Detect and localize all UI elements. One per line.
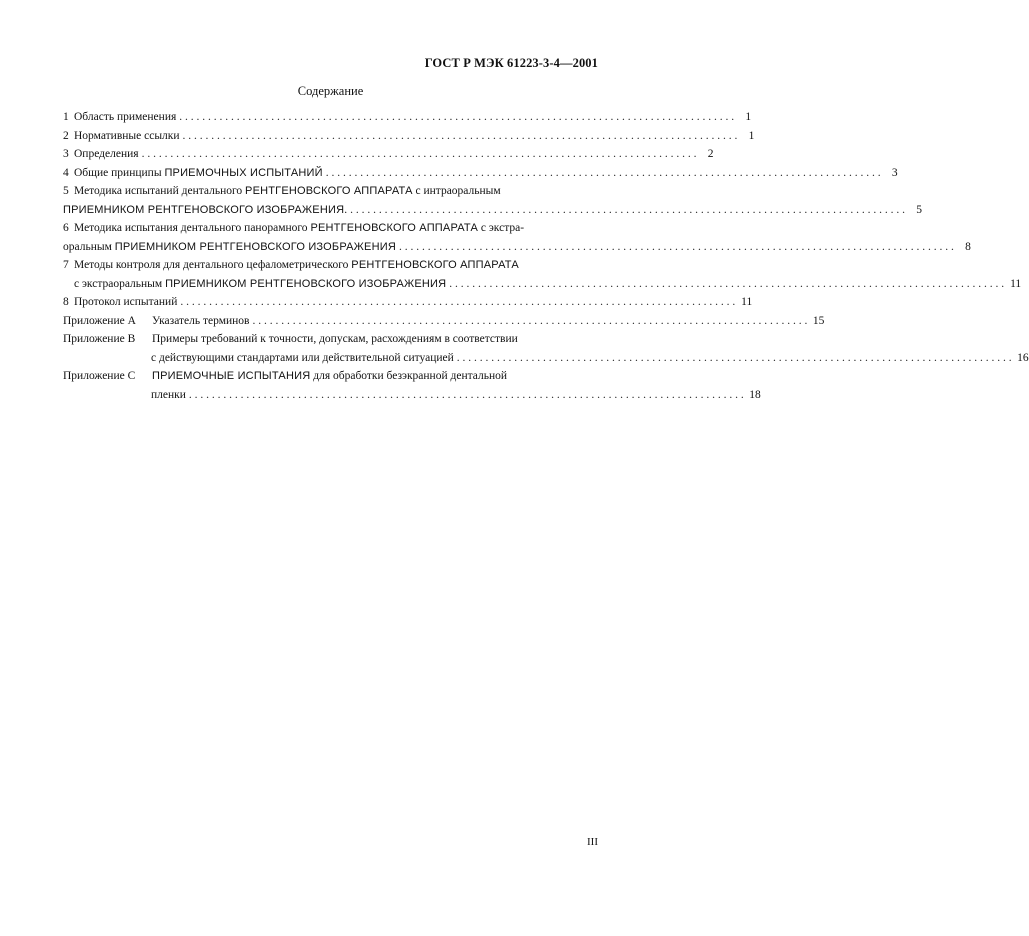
toc-entry-title-term: ПРИЕМОЧНЫХ ИСПЫТАНИЙ — [164, 166, 323, 179]
dot-leader — [179, 108, 734, 127]
appendix-label: Приложение В — [63, 333, 136, 345]
toc-entry-number: 2 — [63, 129, 69, 142]
toc-entry-page: 16 — [1017, 351, 1029, 364]
toc-appendix-c[interactable] — [63, 367, 761, 404]
toc-entry-page: 3 — [891, 166, 898, 179]
toc-entry-title: Нормативные ссылки — [74, 129, 180, 142]
toc-entry-title-text: Методика испытания дентального панорамного — [74, 222, 311, 234]
toc-entry-line — [63, 386, 761, 405]
toc-entry-title-term: ПРИЕМНИКОМ РЕНТГЕНОВСКОГО ИЗОБРАЖЕНИЯ — [165, 277, 447, 290]
toc-entry-page: 5 — [916, 203, 922, 216]
toc-entry-title-text: Общие принципы — [74, 166, 165, 179]
appendix-label: Приложение А — [63, 314, 136, 327]
toc-entry-title-continued: с действующими стандартами или действительной ситуацией — [151, 351, 454, 364]
toc-entry-title: Указатель терминов — [152, 314, 250, 327]
toc-entry-line — [63, 219, 598, 238]
toc-entry-title-text: с интраоральным — [412, 185, 501, 197]
toc-entry-title-term: ПРИЕМОЧНЫЕ ИСПЫТАНИЯ — [152, 370, 311, 382]
contents-title: Содержание — [297, 84, 364, 98]
toc-entry-number: 1 — [63, 111, 69, 123]
toc-entry-line — [63, 275, 1022, 294]
toc-entry-title-text: Методика испытаний дентального — [74, 185, 246, 197]
toc-entry-line — [63, 201, 922, 220]
toc-entry-number: 4 — [63, 166, 69, 179]
toc-entry-title: Определения — [74, 148, 139, 160]
toc-entry-page: 15 — [812, 314, 825, 327]
toc-entry-line — [63, 349, 1029, 368]
toc-entry-page: 8 — [965, 240, 971, 253]
dot-leader — [189, 386, 744, 405]
toc-entry-2[interactable] — [63, 127, 755, 146]
toc-entry-number: 5 — [63, 185, 69, 197]
toc-entry-number: 7 — [63, 259, 69, 271]
toc-entry-number: 8 — [63, 296, 69, 308]
toc-appendix-a[interactable] — [63, 312, 825, 331]
toc-entry-title-continued — [63, 238, 396, 257]
toc-entry-title: Область применения — [74, 111, 177, 123]
toc-entry-title: Протокол испытаний — [74, 296, 178, 308]
toc-entry-7[interactable] — [63, 256, 1022, 293]
toc-entry-title — [74, 256, 519, 275]
toc-entry-title-text: . — [344, 203, 348, 216]
toc-entry-title-text: оральным — [63, 240, 115, 253]
dot-leader — [142, 145, 697, 164]
toc-entry-title: Примеры требований к точности, допускам, расхождениям в соответствии — [152, 333, 518, 345]
toc-entry-title-continued: пленки — [151, 388, 186, 401]
toc-entry-title-term: РЕНТГЕНОВСКОГО АППАРАТА — [245, 185, 413, 197]
toc-entry-line — [63, 238, 971, 257]
toc-entry-line — [63, 330, 598, 349]
dot-leader — [252, 312, 807, 331]
toc-entry-8[interactable] — [63, 293, 753, 312]
toc-entry-line — [63, 182, 598, 201]
dot-leader — [350, 201, 905, 220]
toc-entry-4[interactable] — [63, 164, 898, 183]
toc-entry-title — [74, 182, 501, 201]
toc-entry-page: 1 — [745, 111, 752, 123]
toc-entry-5[interactable] — [63, 182, 922, 219]
toc-entry-number: 6 — [63, 222, 69, 234]
page-number: III — [587, 836, 598, 848]
dot-leader — [399, 238, 954, 257]
dot-leader — [457, 349, 1012, 368]
toc-entry-1[interactable] — [63, 108, 752, 127]
toc-entry-page: 1 — [748, 129, 755, 142]
toc-entry-title-continued — [63, 201, 347, 220]
dot-leader — [326, 164, 881, 183]
toc-entry-number: 3 — [63, 148, 69, 160]
toc-entry-page: 18 — [749, 388, 761, 401]
toc-entry-3[interactable] — [63, 145, 714, 164]
toc-entry-title-term: ПРИЕМНИКОМ РЕНТГЕНОВСКОГО ИЗОБРАЖЕНИЯ — [63, 203, 345, 216]
toc-entry-title — [152, 367, 507, 386]
dot-leader — [183, 127, 738, 146]
toc-entry-title-text: для обработки безэкранной дентальной — [310, 370, 508, 382]
toc-entry-title — [74, 219, 524, 238]
toc-entry-title-term: ПРИЕМНИКОМ РЕНТГЕНОВСКОГО ИЗОБРАЖЕНИЯ — [114, 240, 396, 253]
toc-entry-line — [63, 256, 598, 275]
toc-entry-title-text: с экстраоральным — [74, 277, 166, 290]
appendix-label: Приложение С — [63, 370, 136, 382]
toc-entry-title-text: с экстра- — [478, 222, 525, 234]
table-of-contents — [63, 108, 1029, 404]
toc-entry-title-term: РЕНТГЕНОВСКОГО АППАРАТА — [351, 259, 519, 271]
dot-leader — [180, 293, 735, 312]
toc-entry-page: 11 — [741, 296, 753, 308]
toc-entry-page: 2 — [707, 148, 714, 160]
standard-designation: ГОСТ Р МЭК 61223-3-4—2001 — [424, 56, 598, 70]
toc-entry-title — [74, 164, 323, 183]
toc-entry-title-text: Методы контроля для дентального цефалометрического — [74, 259, 352, 271]
toc-entry-title-term: РЕНТГЕНОВСКОГО АППАРАТА — [310, 222, 479, 234]
toc-entry-6[interactable] — [63, 219, 971, 256]
toc-entry-line — [63, 367, 598, 386]
dot-leader — [449, 275, 1004, 294]
toc-entry-title-continued — [74, 275, 446, 294]
toc-entry-page: 11 — [1010, 277, 1022, 290]
toc-appendix-b[interactable] — [63, 330, 1029, 367]
